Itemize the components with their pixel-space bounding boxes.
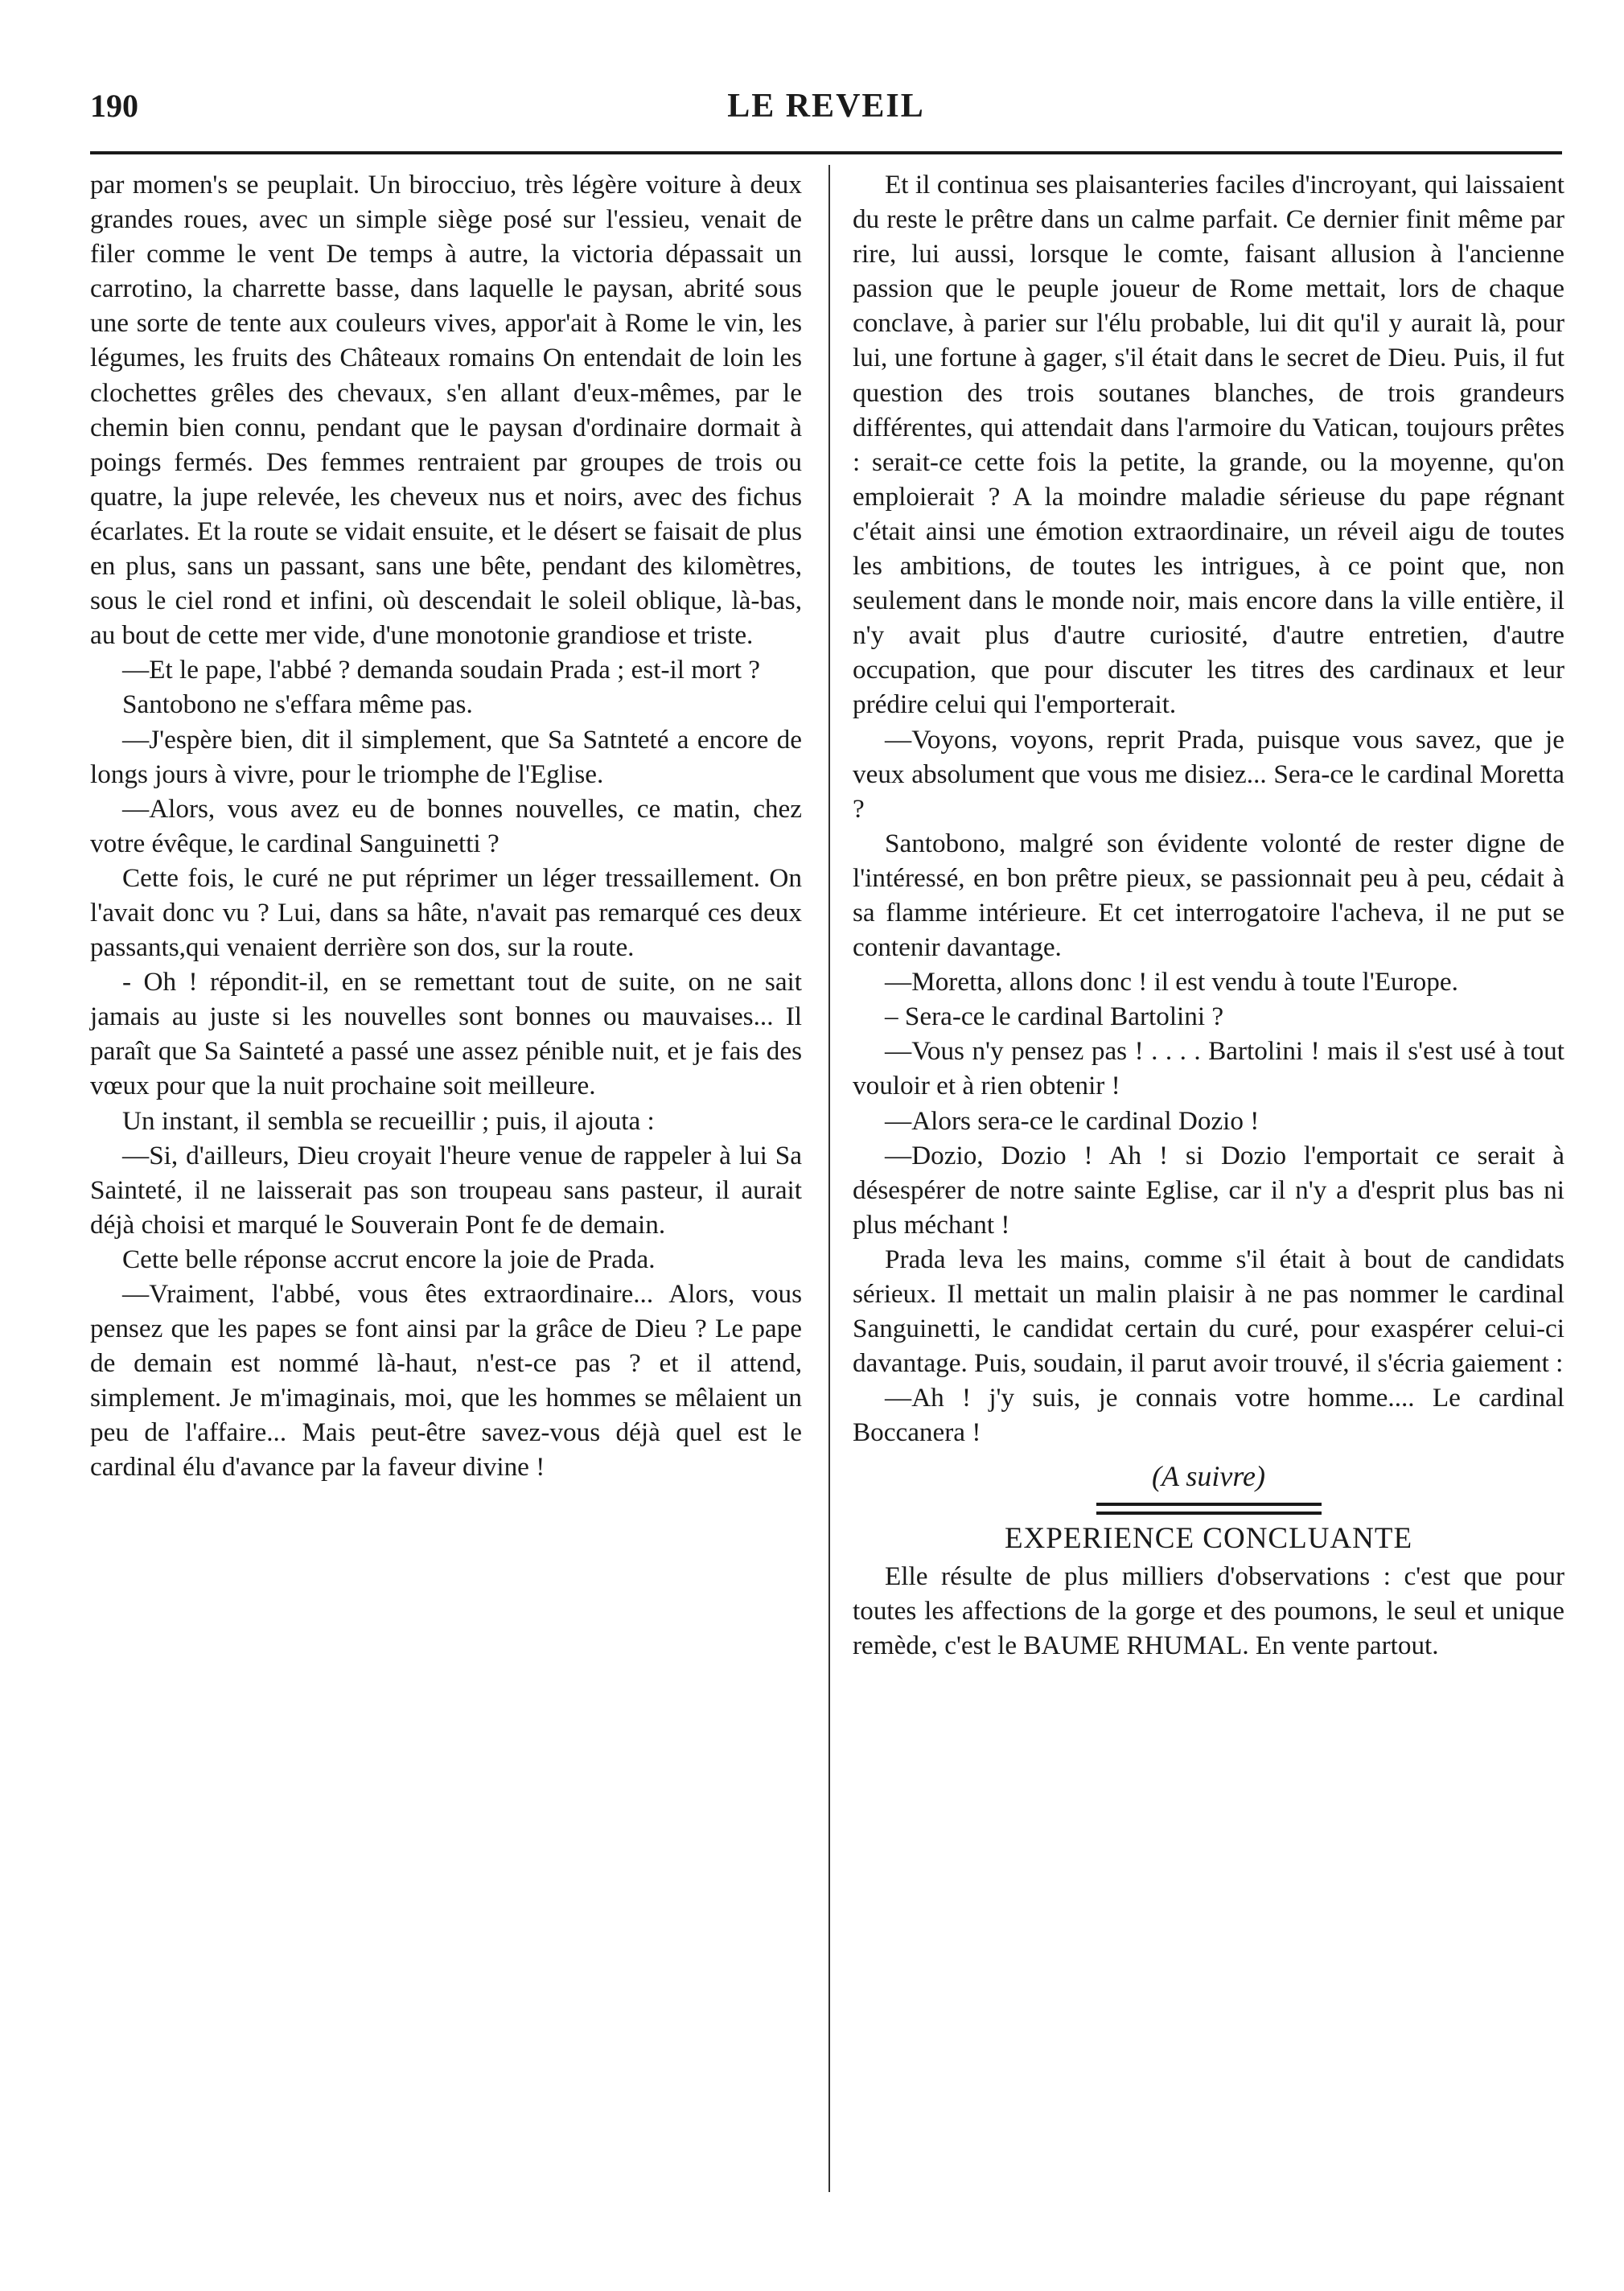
paragraph: —Voyons, voyons, reprit Prada, puisque vous savez, que je veux absolument que vous me disiez... Sera-ce le cardinal Moretta ? — [853, 724, 1564, 824]
right-column — [853, 167, 1564, 1663]
paragraph: Prada leva les mains, comme s'il était à bout de candidats sérieux. Il mettait un malin plaisir à ne pas nommer le cardinal Sanguinetti, le candidat certain du curé, pour exaspérer celui-ci davantage. Puis, soudain, il parut avoir trouvé, il s'écria gaiement : — [853, 1244, 1564, 1379]
column-divider — [828, 165, 830, 2192]
section-divider — [1096, 1503, 1322, 1515]
continuation-note: (A suivre) — [1152, 1460, 1265, 1493]
paragraph: —J'espère bien, dit il simplement, que Sa Satnteté a encore de longs jours à vivre, pour le triomphe de l'Eglise. — [90, 724, 802, 789]
paragraph: —Dozio, Dozio ! Ah ! si Dozio l'emportait ce serait à désespérer de notre sainte Eglise, car il n'y a d'esprit plus bas ni plus méchant ! — [853, 1140, 1564, 1240]
page-header — [90, 87, 1562, 135]
paragraph: —Alors sera-ce le cardinal Dozio ! — [885, 1105, 1260, 1136]
paragraph: par momen's se peuplait. Un birocciuo, très légère voiture à deux grandes roues, avec un simple siège posé sur l'essieu, venait de filer comme le vent De temps à autre, la victoria dépassait un carrotino, la charrette basse, dans laquelle le paysan, abrité sous une sorte de tente aux couleurs vives, appor'ait à Rome le vin, les légumes, les fruits des Châteaux romains On entendait de loin les clochettes grêles des chevaux, s'en allant d'eux-mêmes, par le chemin bien connu, pendant que le paysan d'ordinaire dormait à poings fermés. Des femmes rentraient par groupes de trois ou quatre, la jupe relevée, les cheveux nus et noirs, avec des fichus écarlates. Et la route se vidait ensuite, et le désert se faisait de plus en plus, sans un passant, sans une bête, pendant des kilomètres, sous le ciel rond et infini, où descendait le soleil oblique, là-bas, au bout de cette mer vide, d'une monotonie grandiose et triste. — [90, 170, 802, 651]
paragraph: —Si, d'ailleurs, Dieu croyait l'heure venue de rappeler à lui Sa Sainteté, il ne laisserait pas son troupeau sans pasteur, il aurait déjà choisi et marqué le Souverain Pont fe de demain. — [90, 1140, 802, 1240]
paragraph: —Ah ! j'y suis, je connais votre homme.... Le cardinal Boccanera ! — [853, 1383, 1564, 1448]
paragraph: Cette belle réponse accrut encore la joie de Prada. — [122, 1244, 656, 1274]
journal-title: LE REVEIL — [727, 88, 925, 125]
paragraph: Cette fois, le curé ne put réprimer un léger tressaillement. On l'avait donc vu ? Lui, dans sa hâte, n'avait pas remarqué ces deux passants,qui venaient derrière son dos, sur la route. — [90, 862, 802, 963]
paragraph: —Et le pape, l'abbé ? demanda soudain Prada ; est-il mort ? — [122, 655, 760, 685]
paragraph: Santobono ne s'effara même pas. — [122, 689, 473, 720]
advertisement-title: EXPERIENCE CONCLUANTE — [1004, 1521, 1413, 1555]
paragraph: – Sera-ce le cardinal Bartolini ? — [885, 1002, 1224, 1032]
page-number: 190 — [90, 88, 138, 124]
header-rule — [90, 151, 1562, 154]
paragraph: Un instant, il sembla se recueillir ; puis, il ajouta : — [122, 1105, 655, 1136]
paragraph: —Alors, vous avez eu de bonnes nouvelles, ce matin, chez votre évêque, le cardinal Sanguinetti ? — [90, 793, 802, 858]
paragraph: —Moretta, allons donc ! il est vendu à toute l'Europe. — [885, 967, 1458, 997]
paragraph: Et il continua ses plaisanteries faciles d'incroyant, qui laissaient du reste le prêtre dans un calme parfait. Ce dernier finit même par rire, lui aussi, lorsque le comte, faisant allusion à l'ancienne passion que le peuple joueur de Rome mettait, lors de chaque conclave, à parier sur l'élu probable, lui dit qu'il y aurait là, pour lui, une fortune à gager, s'il était dans le secret de Dieu. Puis, il fut question des trois soutanes blanches, de trois grandeurs différentes, qui attendait dans l'armoire du Vatican, toujours prêtes : serait-ce cette fois la petite, la grande, ou la moyenne, qu'on emploierait ? A la moindre maladie sérieuse du pape régnant c'était ainsi une émotion extraordinaire, un réveil aigu de toutes les ambitions, de toutes les intrigues, à ce point que, non seulement dans le monde noir, mais encore dans la ville entière, il n'y avait plus d'autre curiosité, d'autre entretien, d'autre occupation, que pour discuter les titres des cardinaux et leur prédire celui qui l'emporterait. — [853, 170, 1564, 720]
paragraph: —Vraiment, l'abbé, vous êtes extraordinaire... Alors, vous pensez que les papes se font ainsi par la grâce de Dieu ? Le pape de demain est nommé là-haut, n'est-ce pas ? et il attend, simplement. Je m'imaginais, moi, que les hommes se mêlaient un peu de l'affaire... Mais peut-être savez-vous déjà quel est le cardinal élu d'avance par la faveur divine ! — [90, 1279, 802, 1483]
paragraph: Santobono, malgré son évidente volonté de rester digne de l'intéressé, en bon prêtre pieux, se passionnait peu à peu, cédait à sa flamme intérieure. Et cet interrogatoire l'acheva, il ne put se contenir davantage. — [853, 828, 1564, 963]
paragraph: —Vous n'y pensez pas ! . . . . Bartolini ! mais il s'est usé à tout vouloir et à rien obtenir ! — [853, 1036, 1564, 1101]
paragraph: - Oh ! répondit-il, en se remettant tout de suite, on ne sait jamais au juste si les nouvelles sont bonnes ou mauvaises... Il paraît que Sa Sainteté a passé une assez pénible nuit, et je fais des vœux pour que la nuit prochaine soit meilleure. — [90, 967, 802, 1101]
advertisement-text: Elle résulte de plus milliers d'observations : c'est que pour toutes les affections de la gorge et des poumons, le seul et unique remède, c'est le BAUME RHUMAL. En vente partout. — [853, 1561, 1564, 1660]
left-column — [90, 167, 802, 1485]
